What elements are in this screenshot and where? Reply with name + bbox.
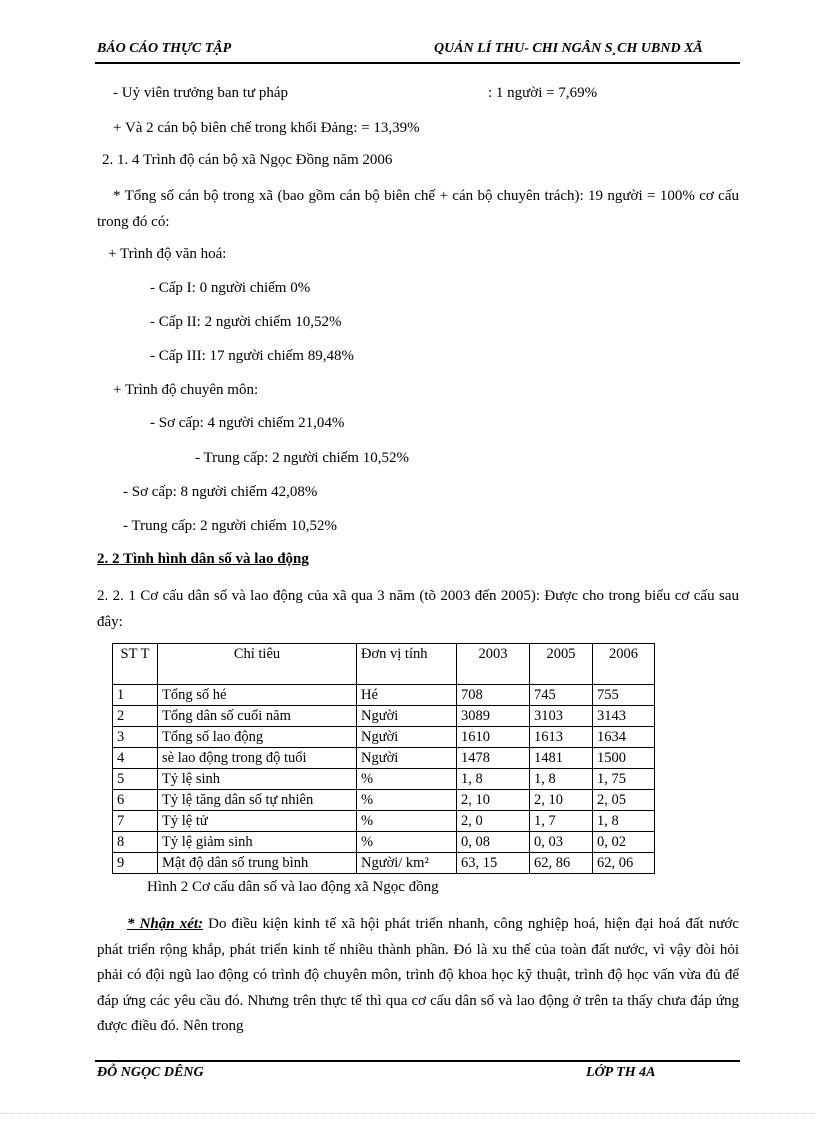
line-uy-vien: - Uỷ viên trưởng ban tư pháp [113, 85, 288, 101]
table-cell: Tỷ lệ sinh [158, 769, 357, 790]
header-right: QUẢN LÍ THU- CHI NGÂN S¸CH UBND XÃ [434, 41, 703, 56]
header-stt: ST T [113, 644, 158, 685]
line-cap-1: - Cấp I: 0 người chiếm 0% [150, 280, 311, 296]
line-so-cap-1: - Sơ cấp: 4 người chiếm 21,04% [150, 415, 345, 431]
table-cell: 708 [457, 685, 530, 706]
table-cell: 1610 [457, 727, 530, 748]
table-cell: 1 [113, 685, 158, 706]
table-cell: 3089 [457, 706, 530, 727]
table-cell: 1613 [530, 727, 593, 748]
table-row [113, 832, 655, 853]
table-caption: Hình 2 Cơ cấu dân số và lao động xã Ngọc đồng [147, 879, 439, 895]
table-cell: Người [357, 706, 457, 727]
table-cell: Người [357, 748, 457, 769]
table-row [113, 790, 655, 811]
table-cell: % [357, 769, 457, 790]
table-cell: 1634 [593, 727, 655, 748]
table-cell: Tỷ lệ giảm sinh [158, 832, 357, 853]
table-cell: Tổng dân số cuối năm [158, 706, 357, 727]
footer-rule [95, 1060, 740, 1062]
table-cell: Tổng số hé [158, 685, 357, 706]
table-cell: 3103 [530, 706, 593, 727]
table-cell: 63, 15 [457, 853, 530, 874]
table-row [113, 727, 655, 748]
table-cell: 1500 [593, 748, 655, 769]
table-cell: 1481 [530, 748, 593, 769]
table-cell: 745 [530, 685, 593, 706]
table-cell: 62, 86 [530, 853, 593, 874]
line-can-bo-dang: + Và 2 cán bộ biên chế trong khối Đảng: = 13,39% [113, 120, 420, 136]
table-cell: 0, 02 [593, 832, 655, 853]
table-cell: 2, 10 [457, 790, 530, 811]
table-row [113, 811, 655, 832]
line-trinh-do-van-hoa: + Trình độ văn hoá: [108, 246, 227, 262]
header-chi-tieu: Chỉ tiêu [158, 644, 357, 685]
table-cell: 7 [113, 811, 158, 832]
line-trung-cap-2: - Trung cấp: 2 người chiếm 10,52% [123, 518, 337, 534]
line-trinh-do-chuyen-mon: + Trình độ chuyên môn: [113, 382, 259, 398]
table-cell: 6 [113, 790, 158, 811]
table-cell: 3143 [593, 706, 655, 727]
remark-text: Do điều kiện kinh tế xã hội phát triển nhanh, công nghiệp hoá, hiện đại hoá đất nước phát triển rộng khắp, phát triển kinh tế nhiều thành phần. Đó là xu thế của toàn đất nước, vì vậy đòi hỏi phải có đội ngũ lao động có trình độ chuyên môn, trình độ khoa học kỹ thuật, trình độ học vấn vừa đủ để đáp ứng các yêu cầu đó. Nhưng trên thực tế thì qua cơ cấu dân số và lao động ở trên ta thấy chưa đáp ứng được điều đó. Nên trong [97, 916, 739, 1034]
footer-left: ĐỖ NGỌC DÊNG [97, 1065, 204, 1080]
table-header-row [113, 644, 655, 685]
table-cell: 8 [113, 832, 158, 853]
table-cell: 1478 [457, 748, 530, 769]
table-row [113, 748, 655, 769]
line-so-cap-2: - Sơ cấp: 8 người chiếm 42,08% [123, 484, 318, 500]
table-cell: 1, 8 [593, 811, 655, 832]
line-cap-3: - Cấp III: 17 người chiếm 89,48% [150, 348, 354, 364]
footer-right: LỚP TH 4A [586, 1065, 656, 1080]
table-cell: 4 [113, 748, 158, 769]
table-cell: % [357, 811, 457, 832]
line-cap-2: - Cấp II: 2 người chiếm 10,52% [150, 314, 342, 330]
table-cell: 2, 05 [593, 790, 655, 811]
table-cell: Mật độ dân số trung bình [158, 853, 357, 874]
header-don-vi: Đơn vị tính [357, 644, 457, 685]
table-cell: Tỷ lệ tử [158, 811, 357, 832]
table-row [113, 853, 655, 874]
population-table [112, 643, 655, 874]
header-2006: 2006 [593, 644, 655, 685]
table-cell: 1, 75 [593, 769, 655, 790]
remark-paragraph [97, 912, 739, 1040]
header-left: BÁO CÁO THỰC TẬP [97, 41, 232, 56]
line-trung-cap-1: - Trung cấp: 2 người chiếm 10,52% [195, 450, 409, 466]
table-row [113, 685, 655, 706]
table-cell: sè lao động trong độ tuổi [158, 748, 357, 769]
table-cell: 0, 03 [530, 832, 593, 853]
table-row [113, 706, 655, 727]
table-cell: 0, 08 [457, 832, 530, 853]
table-cell: 5 [113, 769, 158, 790]
header-2005: 2005 [530, 644, 593, 685]
table-cell: % [357, 832, 457, 853]
table-cell: 1, 8 [457, 769, 530, 790]
table-cell: % [357, 790, 457, 811]
table-cell: 3 [113, 727, 158, 748]
remark-label: * Nhận xét: [127, 916, 204, 932]
table-cell: 755 [593, 685, 655, 706]
table-cell: Tỷ lệ tăng dân số tự nhiên [158, 790, 357, 811]
table-cell: Người [357, 727, 457, 748]
table-cell: 9 [113, 853, 158, 874]
table-cell: Hé [357, 685, 457, 706]
table-cell: 2 [113, 706, 158, 727]
header-rule [95, 62, 740, 64]
table-cell: 1, 8 [530, 769, 593, 790]
table-cell: Người/ km² [357, 853, 457, 874]
section-title-2-2: 2. 2 Tình hình dân số và lao động [97, 551, 309, 567]
table-cell: 2, 0 [457, 811, 530, 832]
subsection-2-1-4: 2. 1. 4 Trình độ cán bộ xã Ngọc Đồng năm 2006 [102, 152, 393, 168]
line-uy-vien-value: : 1 người = 7,69% [488, 85, 598, 101]
table-row [113, 769, 655, 790]
paragraph-tong-so-can-bo: * Tổng số cán bộ trong xã (bao gồm cán bộ biên chế + cán bộ chuyên trách): 19 người = 100% cơ cấu trong đó có: [97, 188, 739, 230]
page-bottom-divider [0, 1113, 816, 1114]
header-2003: 2003 [457, 644, 530, 685]
table-cell: 2, 10 [530, 790, 593, 811]
table-cell: 1, 7 [530, 811, 593, 832]
table-cell: 62, 06 [593, 853, 655, 874]
paragraph-co-cau-dan-so: 2. 2. 1 Cơ cấu dân số và lao động của xã qua 3 năm (tõ 2003 đến 2005): Được cho trong biểu cơ cấu sau đây: [97, 588, 739, 630]
table-cell: Tổng số lao động [158, 727, 357, 748]
